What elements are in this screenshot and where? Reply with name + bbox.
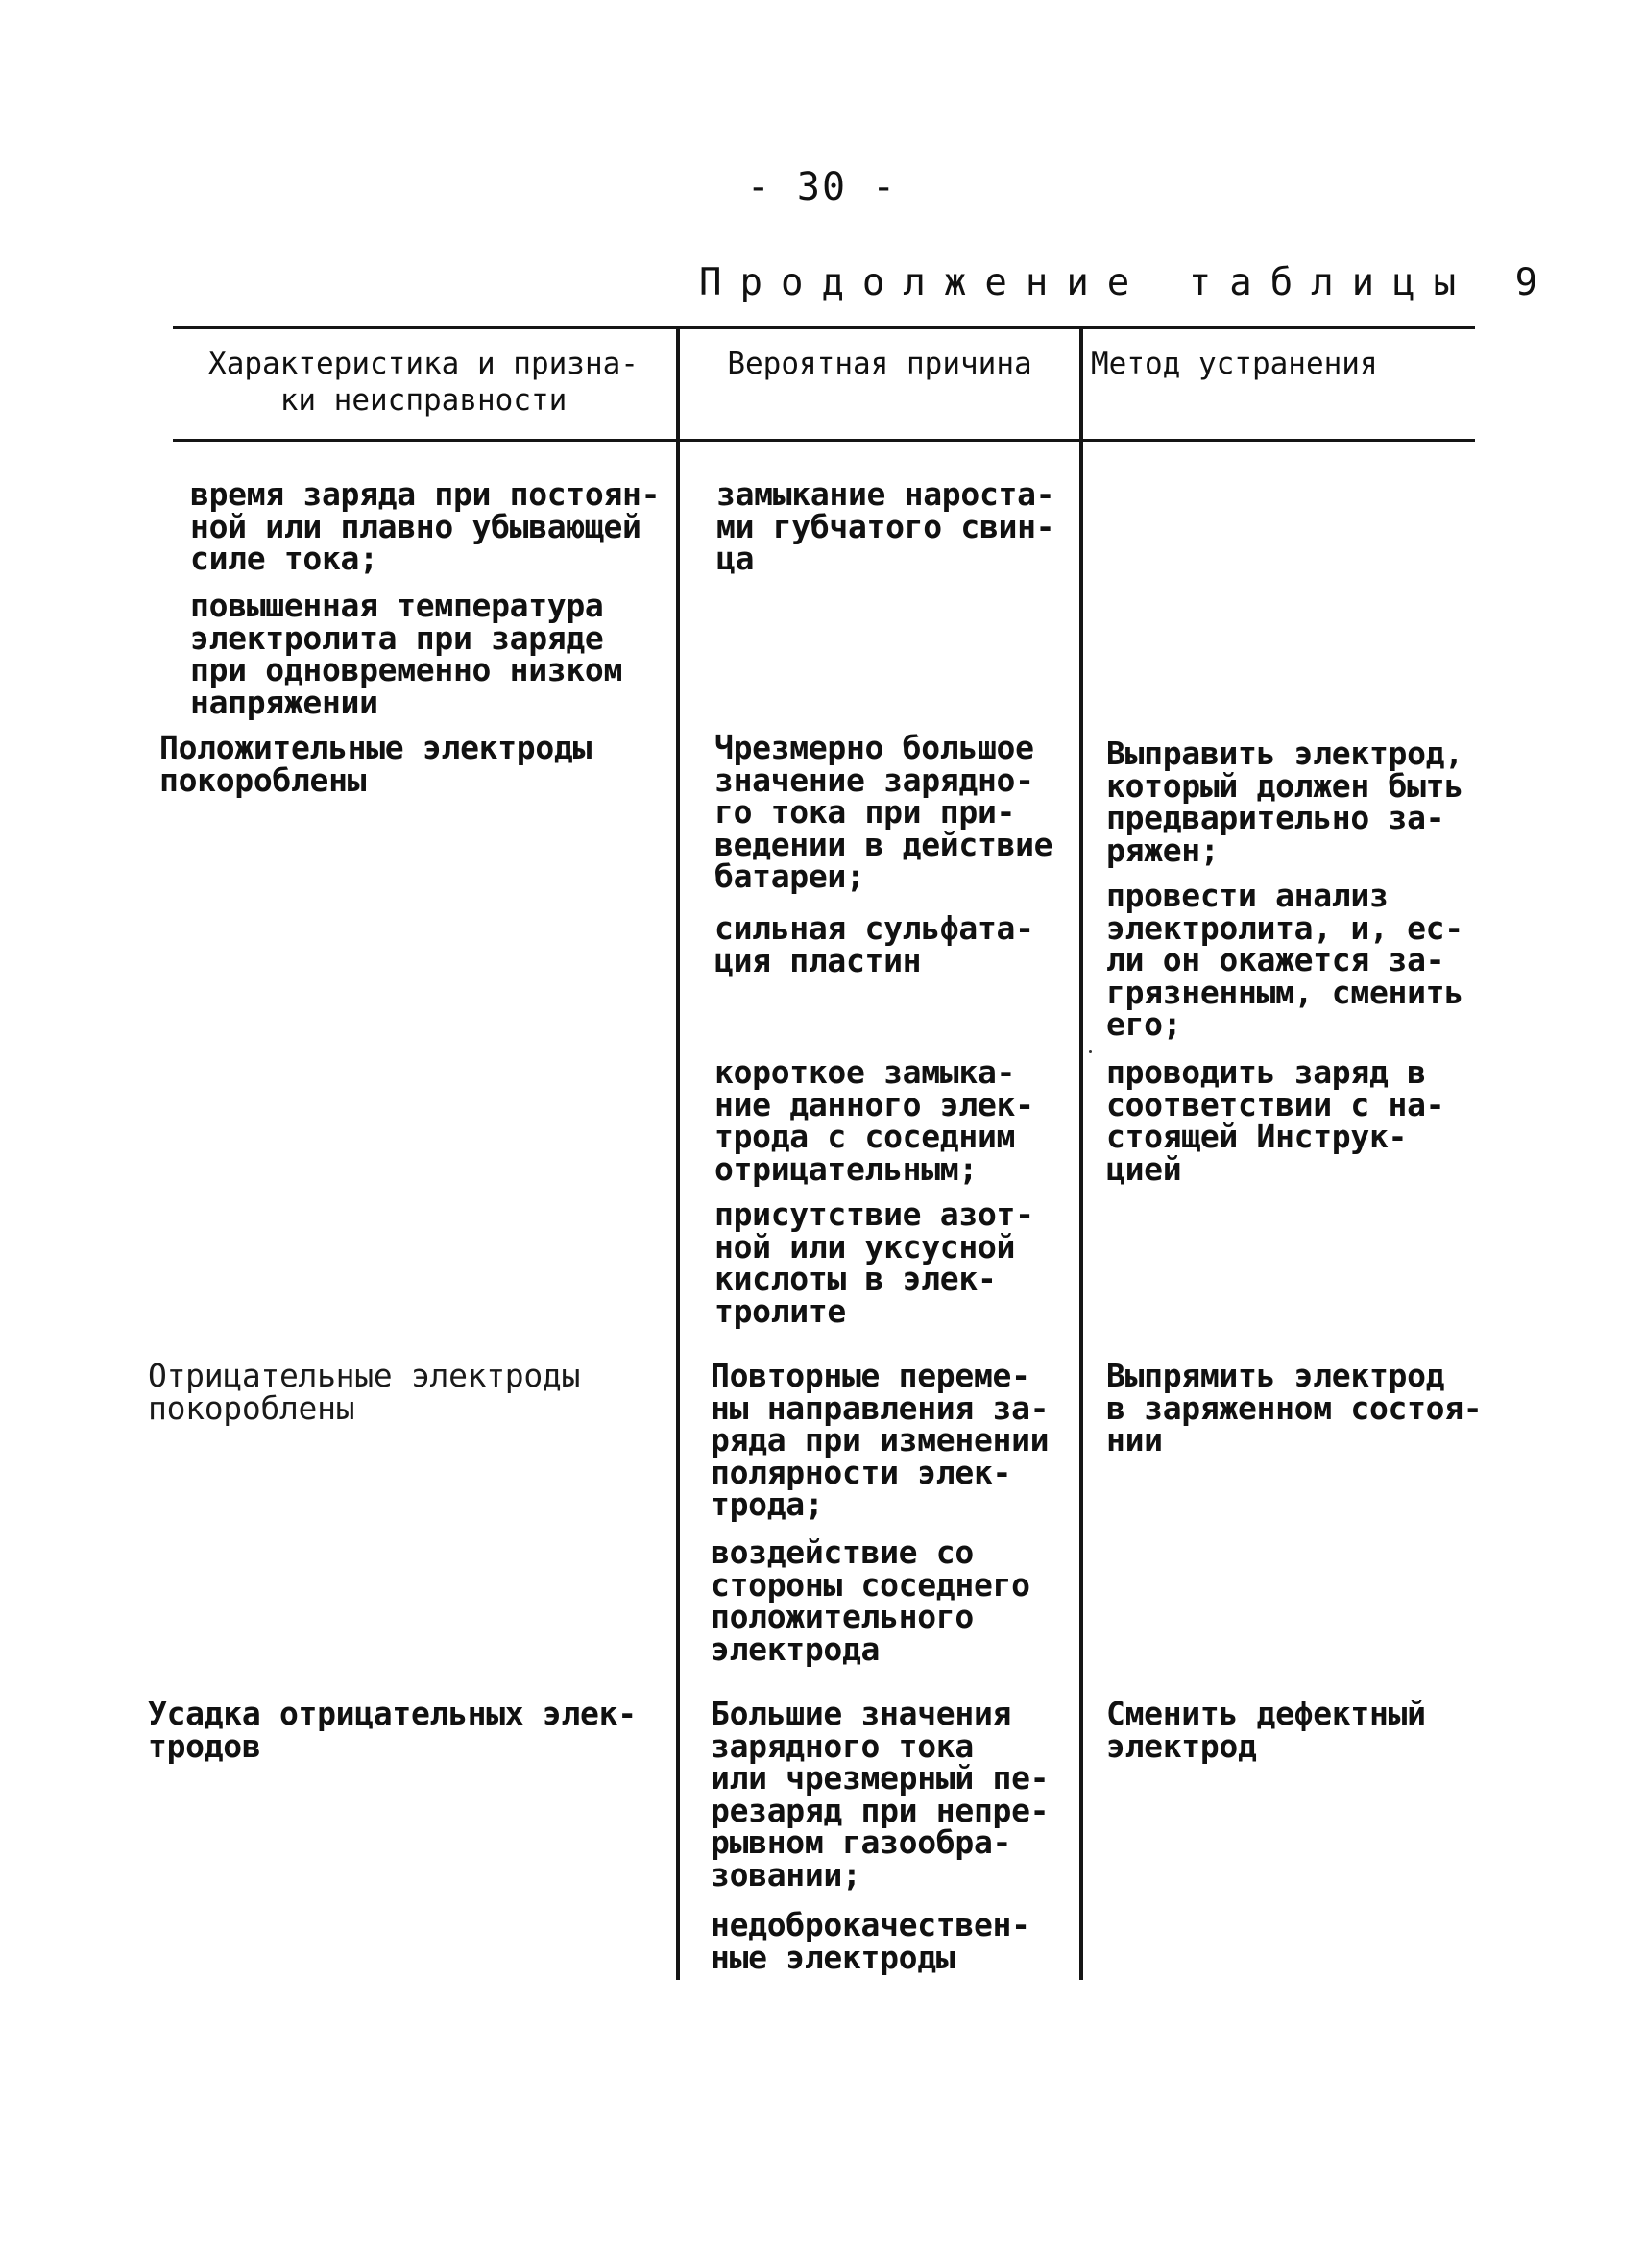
table-header-rule — [173, 439, 1475, 442]
header-remedy: Метод устранения — [1091, 347, 1378, 381]
column-divider-1 — [676, 326, 680, 1980]
row2-remedy-2: провести анализ электролита, и, ес- ли он окажется за- грязненным, сменить его; — [1106, 877, 1463, 1043]
page-number: - 30 - — [746, 165, 898, 209]
row3-cause-2: воздействие со стороны соседнего положительного электрода — [711, 1533, 1030, 1668]
row4-characteristic-1: Усадка отрицательных элек- тродов — [148, 1695, 637, 1765]
header-cause: Вероятная причина — [727, 347, 1032, 381]
column-divider-2 — [1079, 326, 1083, 1980]
row4-cause-1: Большие значения зарядного тока или чрезмерный пе- резаряд при непре- рывном газообра- зовании; — [711, 1695, 1050, 1894]
row2-remedy-3: проводить заряд в соответствии с на- стоящей Инструк- цией — [1106, 1053, 1445, 1188]
header-characteristic: Характеристика и призна- ки неисправности — [208, 347, 639, 418]
row2-cause-4: присутствие азот- ной или уксусной кислоты в элек- тролите — [714, 1195, 1034, 1330]
scan-speck — [1089, 1050, 1092, 1053]
row2-cause-2: сильная сульфата- ция пластин — [714, 909, 1034, 979]
row3-remedy-1: Выпрямить электрод в заряженном состоя- нии — [1106, 1357, 1483, 1459]
row4-remedy-1: Сменить дефектный электрод — [1106, 1695, 1426, 1765]
row2-remedy-1: Выправить электрод, который должен быть предварительно за- ряжен; — [1106, 735, 1463, 869]
row3-cause-1: Повторные переме- ны направления за- ряда при изменении полярности элек- трода; — [711, 1357, 1050, 1523]
row1-characteristic-1: время заряда при постоян- ной или плавно убывающей силе тока; — [190, 475, 661, 577]
table-caption: Продолжение таблицы 9 — [699, 261, 1557, 304]
row1-cause-1: замыкание нароста- ми губчатого свин- ца — [716, 475, 1055, 577]
row1-characteristic-2: повышенная температура электролита при заряде при одновременно низком напряжении — [190, 587, 623, 721]
row4-cause-2: недоброкачествен- ные электроды — [711, 1906, 1030, 1976]
row2-cause-1: Чрезмерно большое значение зарядно- го тока при при- ведении в действие батареи; — [714, 729, 1053, 895]
row2-cause-3: короткое замыка- ние данного элек- трода с соседним отрицательным; — [714, 1053, 1034, 1188]
row2-characteristic-1: Положительные электроды покороблены — [159, 729, 592, 799]
row3-characteristic-1: Отрицательные электроды покороблены — [148, 1357, 581, 1427]
table-top-rule — [173, 326, 1475, 329]
